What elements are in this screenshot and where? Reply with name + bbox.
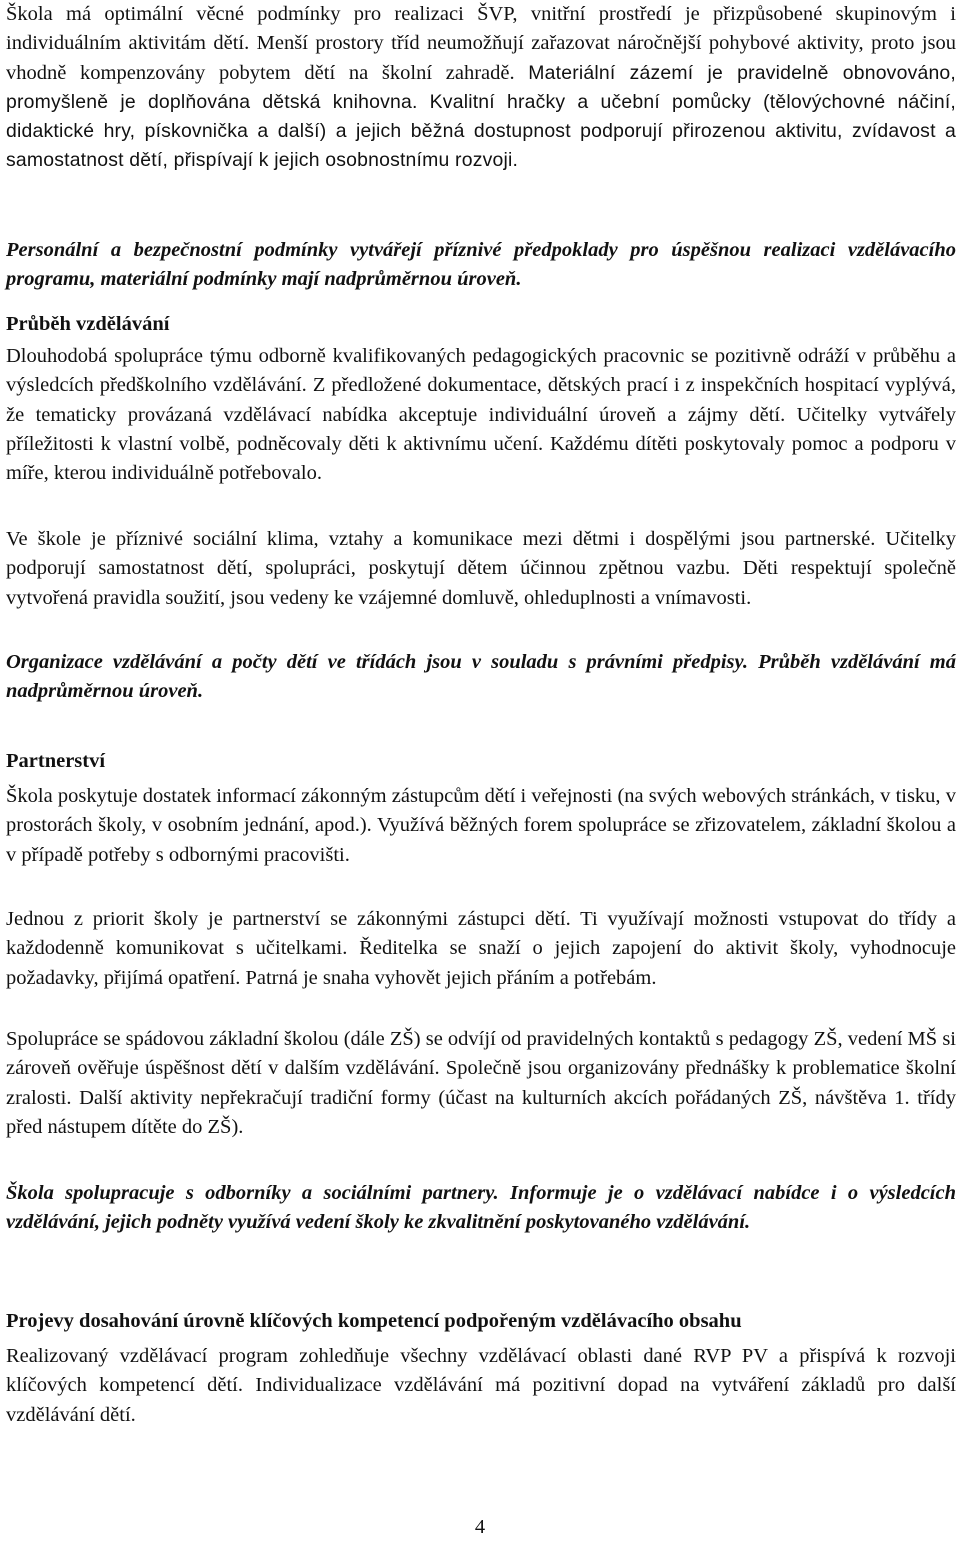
page-number: 4: [474, 1516, 486, 1538]
intro-text-sans: Materiální zázemí je pravidelně obnovováno, promyšleně je doplňována dětská knihovna. Kvalitní hračky a učební pomůcky (tělovýchovné náčiní, didaktické hry, pískovnička a další) a jejich běžná dostupnost podporují přirozenou aktivitu, zvídavost a samostatnost dětí, přispívají k jejich osobnostnímu rozvoji.: [6, 61, 956, 172]
partnerstvi-paragraph-2: Jednou z priorit školy je partnerství se zákonnými zástupci dětí. Ti využívají možnosti vstupovat do třídy a každodenně komunikovat s učitelkami. Ředitelka se snaží o jejich zapojení do aktivit školy, vyhodnocuje požadavky, přijímá opatření. Patrná je snaha vyhovět jejich přáním a potřebám.: [6, 908, 956, 989]
prubeh-paragraph-1: Dlouhodobá spolupráce týmu odborně kvalifikovaných pedagogických pracovnic se pozitivně odráží v průběhu a výsledcích předškolního vzdělávání. Z předložené dokumentace, dětských prací i z inspekčních hospitací vyplývá, že tematicky provázaná vzdělávací nabídka akceptuje individuální úroveň a zájmy dětí. Učitelky vytvářely příležitosti k vlastní volbě, podněcovaly děti k aktivnímu učení. Každému dítěti poskytovaly pomoc a podporu v míře, kterou individuálně potřebovalo.: [6, 345, 956, 485]
prubeh-summary: Organizace vzdělávání a počty dětí ve třídách jsou v souladu s právními předpisy. Průběh vzdělávání má nadprůměrnou úroveň.: [6, 651, 956, 703]
section-heading-prubeh: Průběh vzdělávání: [6, 313, 170, 335]
intro-text-serif: Škola má optimální věcné podmínky pro realizaci ŠVP, vnitřní prostředí je přizpůsobené skupinovým i individuálním aktivitám dětí. Menší prostory tříd neumožňují zařazovat náročnější pohybové aktivity, proto jsou vhodně kompenzovány pobytem dětí na školní zahradě.: [6, 3, 956, 84]
partnerstvi-summary: Škola spolupracuje s odborníky a sociálními partnery. Informuje je o vzdělávací nabídce i o výsledcích vzdělávání, jejich podněty využívá vedení školy ke zkvalitnění poskytovaného vzdělávání.: [6, 1182, 956, 1234]
partnerstvi-paragraph-1: Škola poskytuje dostatek informací zákonným zástupcům dětí i veřejnosti (na svých webových stránkách, v tisku, v prostorách školy, v osobním jednání, apod.). Využívá běžných forem spolupráce se zřizovatelem, základní školou a v případě potřeby s odbornými pracovišti.: [6, 785, 956, 866]
prubeh-paragraph-2: Ve škole je příznivé sociální klima, vztahy a komunikace mezi dětmi i dospělými jsou partnerské. Učitelky podporují samostatnost dětí, spolupráci, poskytují dětem účinnou zpětnou vazbu. Děti respektují společně vytvořená pravidla soužití, jsou vedeny ke vzájemné domluvě, ohleduplnosti a vnímavosti.: [6, 528, 956, 609]
intro-paragraph: [6, 0, 956, 176]
partnerstvi-paragraph-3: Spolupráce se spádovou základní školou (dále ZŠ) se odvíjí od pravidelných kontaktů s pedagogy ZŠ, vedení MŠ si zároveň ověřuje úspěšnost dětí v dalším vzdělávání. Společně jsou organizovány přednášky k problematice školní zralosti. Další aktivity nepřekračují tradiční formy (účast na kulturních akcích pořádaných ZŠ, návštěva 1. třídy před nástupem dítěte do ZŠ).: [6, 1028, 956, 1138]
conditions-summary: Personální a bezpečnostní podmínky vytvářejí příznivé předpoklady pro úspěšnou realizaci vzdělávacího programu, materiální podmínky mají nadprůměrnou úroveň.: [6, 239, 956, 291]
section-heading-projevy: Projevy dosahování úrovně klíčových kompetencí podpořeným vzdělávacího obsahu: [6, 1310, 742, 1332]
projevy-paragraph-1: Realizovaný vzdělávací program zohledňuje všechny vzdělávací oblasti dané RVP PV a přispívá k rozvoji klíčových kompetencí dětí. Individualizace vzdělávání má pozitivní dopad na vytváření základů pro další vzdělávání dětí.: [6, 1345, 956, 1426]
section-heading-partnerstvi: Partnerství: [6, 750, 106, 772]
